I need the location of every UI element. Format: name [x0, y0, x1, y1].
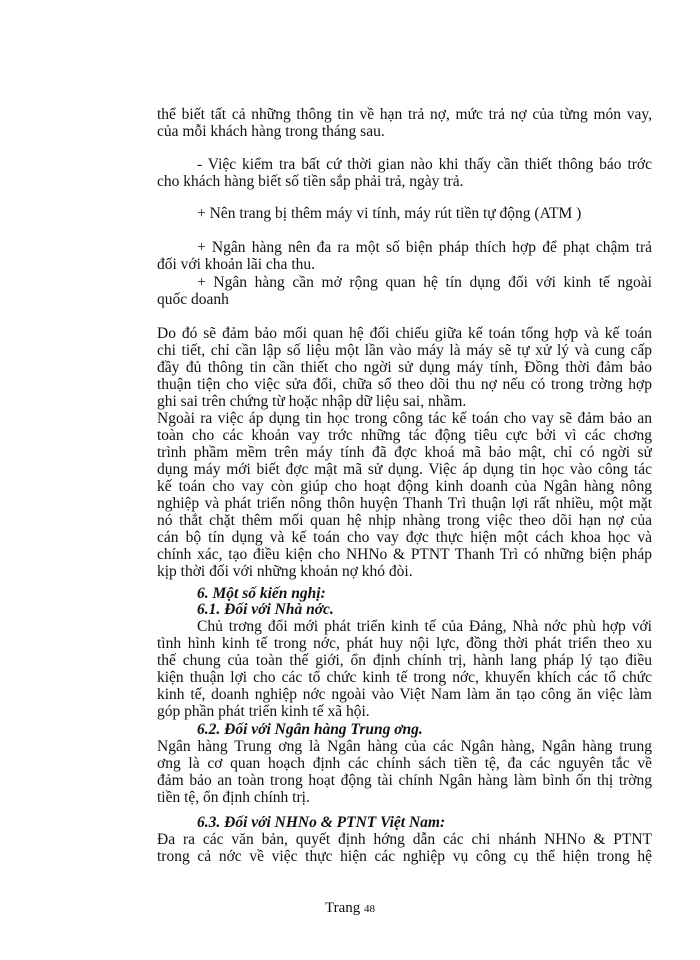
paragraph-atm [197, 205, 652, 222]
text-line: + Nên trang bị thêm máy vi tính, máy rút tiền tự động (ATM ) [197, 205, 582, 222]
text-line: thuận tiện cho việc sửa đổi, chữa sổ theo dõi thu nợ nếu có trong trờng hợp [157, 376, 652, 393]
text-line: nó thắt chặt thêm mối quan hệ nhịp nhàng trong việc theo dõi hạn nợ của [157, 512, 652, 529]
text-line: toàn cho các khoản vay trớc những tác động tiêu cực bởi vì các chơng [157, 427, 652, 444]
heading-recommendations: 6. Một số kiến nghị: [197, 585, 326, 602]
text-line: góp phần phát triển kinh tế xã hội. [157, 703, 370, 720]
text-line: - Việc kiểm tra bất cứ thời gian nào khi thấy cần thiết thông báo trớc [197, 156, 652, 173]
text-line: + Ngân hàng cần mở rộng quan hệ tín dụng đối với kinh tế ngoài [197, 274, 652, 291]
text-line: nghiệp và phát triển nông thôn huyện Thanh Trì thuận lợi rất nhiều, một mặt [157, 495, 652, 512]
text-line: chi tiết, chỉ cần lập số liệu một lần vào máy là máy sẽ tự xử lý và cung cấp [157, 342, 652, 359]
text-line: Chủ trơng đổi mới phát triển kinh tế của Đảng, Nhà nớc phù hợp với [197, 618, 652, 635]
text-line: đối với khoản lãi cha thu. [157, 256, 315, 273]
text-line: ghi sai trên chứng từ hoặc nhập dữ liệu sai, nhầm. [157, 393, 467, 410]
text-line: của mỗi khách hàng trong tháng sau. [157, 123, 385, 140]
text-line: kế toán cho vay còn giúp cho hoạt động kinh doanh của Ngân hàng nông [157, 478, 652, 495]
text-line: ơng là cơ quan hoạch định các chính sách tiền tệ, đa các nguyên tắc về [157, 755, 652, 772]
text-line: trình phầm mềm trên máy tính đã đợc khoá mã bảo mật, chỉ có ngời sử [157, 444, 652, 461]
text-line: cho khách hàng biết số tiền sắp phải trả, ngày trả. [157, 173, 464, 190]
page-footer [0, 900, 700, 918]
paragraph-penalty [157, 239, 652, 273]
heading-vbard: 6.3. Đối với NHNo & PTNT Việt Nam: [197, 814, 446, 831]
paragraph-central-bank [157, 738, 652, 806]
text-line: dụng máy mới biết đợc mật mã sử dụng. Việc áp dụng tin học vào công tác [157, 461, 652, 478]
text-line: chính xác, tạo điều kiện cho NHNo & PTNT Thanh Trì có những biện pháp [157, 546, 652, 563]
page-number: 48 [364, 903, 376, 915]
paragraph-loan-info [157, 106, 652, 140]
text-line: tình hình kinh tế trong nớc, phát huy nội lực, đồng thời phát triển theo xu [157, 635, 652, 652]
page-label: Trang [324, 900, 361, 916]
text-line: Ngoài ra việc áp dụng tin học trong công tác kế toán cho vay sẽ đảm bảo an [157, 410, 652, 427]
text-line: trong cả nớc về việc thực hiện các nghiệp vụ công cụ thể hiện trong hệ [157, 848, 652, 865]
paragraph-state-policy [157, 618, 652, 720]
text-line: thế chung của toàn thế giới, ổn định chính trị, hành lang pháp lý tạo điều [157, 652, 652, 669]
text-line: kịp thời đối với những khoản nợ khó đòi. [157, 563, 413, 580]
text-line: Đa ra các văn bản, quyết định hớng dẫn các chi nhánh NHNo & PTNT [157, 831, 652, 848]
text-line: tiền tệ, ổn định chính trị. [157, 789, 310, 806]
text-line: Ngân hàng Trung ơng là Ngân hàng của các Ngân hàng, Ngân hàng trung [157, 738, 652, 755]
text-line: quốc doanh [157, 291, 229, 308]
text-line: + Ngân hàng nên đa ra một số biện pháp thích hợp để phạt chậm trả [197, 239, 652, 256]
paragraph-check-notice [157, 156, 652, 190]
paragraph-vbard [157, 831, 652, 865]
text-line: kiện thuận lợi cho các tổ chức kinh tế trong nớc, khuyến khích các tổ chức [157, 669, 652, 686]
heading-state: 6.1. Đối với Nhà nớc. [197, 601, 334, 618]
paragraph-credit-expansion [157, 274, 652, 308]
paragraph-it-application [157, 410, 652, 580]
text-line: thể biết tất cả những thông tin về hạn trả nợ, mức trả nợ của từng món vay, [157, 106, 652, 123]
heading-central-bank: 6.2. Đối với Ngân hàng Trung ơng. [197, 721, 423, 738]
text-line: đầy đủ thông tin cần thiết cho ngời sử dụng máy tính, Đồng thời đảm bảo [157, 359, 652, 376]
text-line: Do đó sẽ đảm bảo mối quan hệ đối chiếu giữa kế toán tổng hợp và kế toán [157, 325, 652, 342]
text-line: đảm bảo an toàn trong hoạt động tài chính Ngân hàng làm bình ổn thị trờng [157, 772, 652, 789]
text-line: cán bộ tín dụng và kế toán cho vay đợc thực hiện một cách khoa học và [157, 529, 652, 546]
text-line: kinh tế, doanh nghiệp nớc ngoài vào Việt Nam làm ăn tạo công ăn việc làm [157, 686, 652, 703]
paragraph-accounting-reconciliation [157, 325, 652, 410]
